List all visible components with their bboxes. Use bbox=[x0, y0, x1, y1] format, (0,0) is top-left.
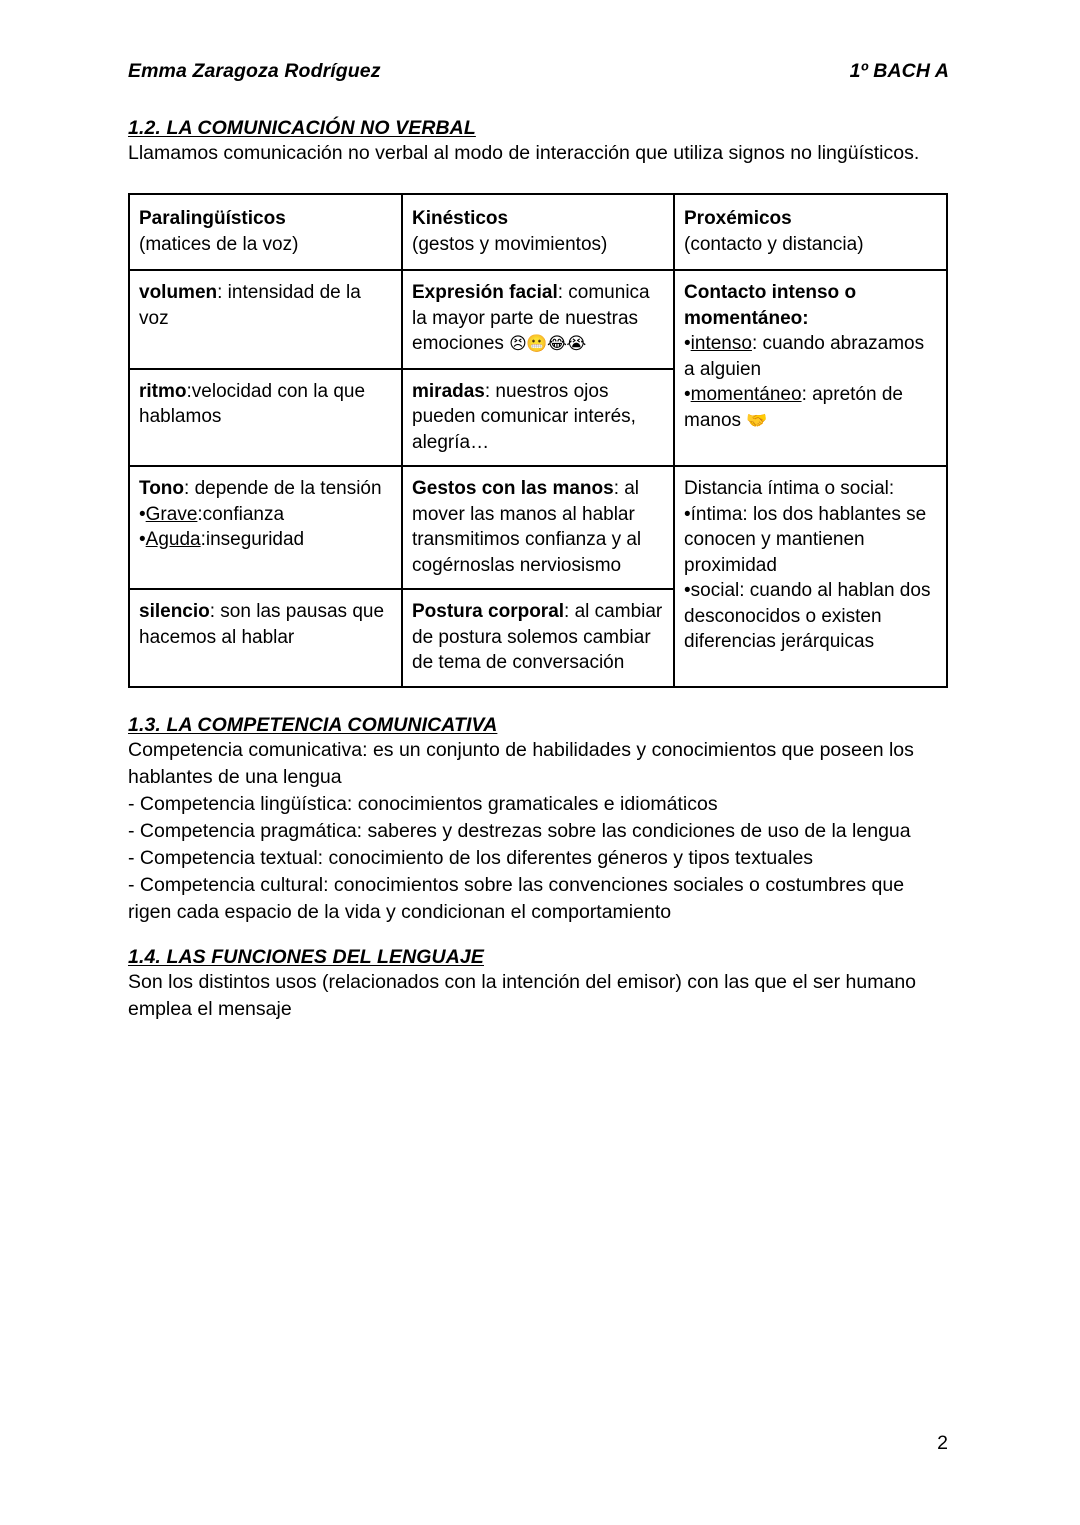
section-1-4-line: Son los distintos usos (relacionados con la intención del emisor) con las que el ser humano bbox=[128, 970, 917, 993]
bullet-item-aguda bbox=[139, 527, 393, 553]
section-1-3-heading: 1.3. LA COMPETENCIA COMUNICATIVA bbox=[128, 713, 498, 736]
section-1-2-intro: Llamamos comunicación no verbal al modo de interacción que utiliza signos no lingüísticos. bbox=[128, 142, 920, 164]
page-content bbox=[128, 0, 950, 1023]
document-header bbox=[128, 0, 950, 83]
cell-postura-corporal bbox=[402, 589, 674, 687]
cell-term: Expresión facial bbox=[412, 282, 558, 303]
table-row bbox=[129, 270, 947, 369]
cell-term: Postura corporal bbox=[412, 601, 565, 622]
bullet-text: :inseguridad bbox=[200, 529, 305, 550]
bullet-item-momentaneo bbox=[684, 382, 938, 434]
cell-ritmo bbox=[129, 369, 402, 467]
emotion-emojis: 😣😬😂😭 bbox=[509, 334, 586, 354]
cell-text: : son las pausas que hacemos al hablar bbox=[139, 601, 385, 648]
section-1-2-heading-row bbox=[128, 117, 950, 140]
header-title: Paralingüísticos bbox=[139, 208, 286, 229]
bullet-marker: • bbox=[684, 503, 691, 525]
cell-text: : nuestros ojos pueden comunicar interés, alegría… bbox=[412, 380, 636, 453]
bullet-term: Aguda bbox=[145, 529, 201, 550]
section-1-4-heading-row bbox=[128, 946, 950, 969]
cell-term: volumen bbox=[139, 282, 218, 303]
cell-text: : intensidad de la voz bbox=[139, 282, 361, 329]
cell-text: : al mover las manos al hablar transmitimos confianza y al cogérnoslas nerviosismo bbox=[412, 478, 642, 576]
section-1-2-heading: 1.2. LA COMUNICACIÓN NO VERBAL bbox=[128, 117, 476, 139]
header-title: Kinésticos bbox=[412, 208, 509, 229]
bullet-marker: • bbox=[684, 333, 691, 354]
bullet-text: : apretón de manos bbox=[684, 384, 903, 431]
bullet-marker: • bbox=[684, 384, 691, 405]
table-header-cell-proxemicos bbox=[674, 194, 947, 270]
cell-text: : comunica la mayor parte de nuestras emociones bbox=[412, 282, 650, 354]
cell-term: ritmo bbox=[139, 380, 187, 402]
bullet-text: íntima: los dos hablantes se conocen y mantienen proximidad bbox=[684, 503, 927, 576]
section-1-4-line: emplea el mensaje bbox=[128, 997, 292, 1020]
handshake-icon: 🤝 bbox=[746, 410, 767, 431]
cell-lead: Distancia íntima o social: bbox=[684, 478, 895, 499]
table-row bbox=[129, 466, 947, 589]
cell-silencio bbox=[129, 589, 402, 687]
table-header-cell-kinesticos bbox=[402, 194, 674, 270]
section-1-3-line: - Competencia pragmática: saberes y destrezas sobre las condiciones de uso de la lengua bbox=[128, 819, 911, 842]
bullet-item-intenso bbox=[684, 331, 938, 382]
cell-term: Gestos con las manos bbox=[412, 478, 614, 499]
course-label: 1º BACH A bbox=[849, 60, 949, 82]
header-title: Proxémicos bbox=[684, 208, 792, 229]
bullet-text: :confianza bbox=[197, 503, 285, 525]
cell-gestos-con-las-manos bbox=[402, 466, 674, 589]
table-header-row bbox=[129, 194, 947, 270]
cell-contacto-intenso-momentaneo bbox=[674, 270, 947, 466]
bullet-item-grave bbox=[139, 502, 393, 528]
bullet-term: Grave bbox=[145, 503, 198, 525]
cell-volumen bbox=[129, 270, 402, 369]
bullet-text: : cuando abrazamos a alguien bbox=[684, 333, 925, 380]
bullet-marker: • bbox=[139, 529, 146, 550]
cell-term: Tono bbox=[139, 478, 185, 499]
cell-expresion-facial bbox=[402, 270, 674, 369]
cell-miradas bbox=[402, 369, 674, 467]
cell-text: : al cambiar de postura solemos cambiar de tema de conversación bbox=[412, 601, 663, 673]
section-1-3-line: - Competencia cultural: conocimientos sobre las convenciones sociales o costumbres que bbox=[128, 873, 905, 896]
cell-tono bbox=[129, 466, 402, 589]
bullet-term: intenso bbox=[690, 333, 752, 354]
section-1-3-line: - Competencia lingüística: conocimientos gramaticales e idiomáticos bbox=[128, 792, 718, 815]
nonverbal-communication-table bbox=[128, 193, 948, 688]
cell-text: :velocidad con la que hablamos bbox=[139, 380, 366, 427]
header-subtitle: (matices de la voz) bbox=[139, 233, 299, 255]
bullet-marker: • bbox=[684, 580, 691, 601]
bullet-item-intima bbox=[684, 502, 938, 579]
cell-term: silencio bbox=[139, 601, 210, 622]
author-name: Emma Zaragoza Rodríguez bbox=[128, 60, 381, 82]
section-1-3-line: rigen cada espacio de la vida y condicionan el comportamiento bbox=[128, 900, 672, 923]
section-1-3-line: Competencia comunicativa: es un conjunto de habilidades y conocimientos que poseen los bbox=[128, 738, 914, 761]
header-subtitle: (gestos y movimientos) bbox=[412, 233, 608, 255]
section-1-3-heading-row bbox=[128, 714, 950, 737]
section-1-4-heading: 1.4. LAS FUNCIONES DEL LENGUAJE bbox=[128, 945, 484, 968]
cell-term: miradas bbox=[412, 380, 485, 402]
table-header-cell-paralinguisticos bbox=[129, 194, 402, 270]
section-1-3-line: hablantes de una lengua bbox=[128, 765, 342, 788]
cell-heading: Contacto intenso o momentáneo: bbox=[684, 282, 857, 329]
cell-distancia-intima-social bbox=[674, 466, 947, 687]
bullet-item-social bbox=[684, 578, 938, 655]
page-number: 2 bbox=[937, 1432, 948, 1454]
cell-text: : depende de la tensión bbox=[184, 478, 382, 499]
section-1-3-line: - Competencia textual: conocimiento de los diferentes géneros y tipos textuales bbox=[128, 846, 814, 869]
bullet-marker: • bbox=[139, 503, 146, 525]
bullet-text: social: cuando al hablan dos desconocidos o existen diferencias jerárquicas bbox=[684, 580, 931, 652]
bullet-term: momentáneo bbox=[690, 384, 802, 405]
header-subtitle: (contacto y distancia) bbox=[684, 233, 864, 255]
